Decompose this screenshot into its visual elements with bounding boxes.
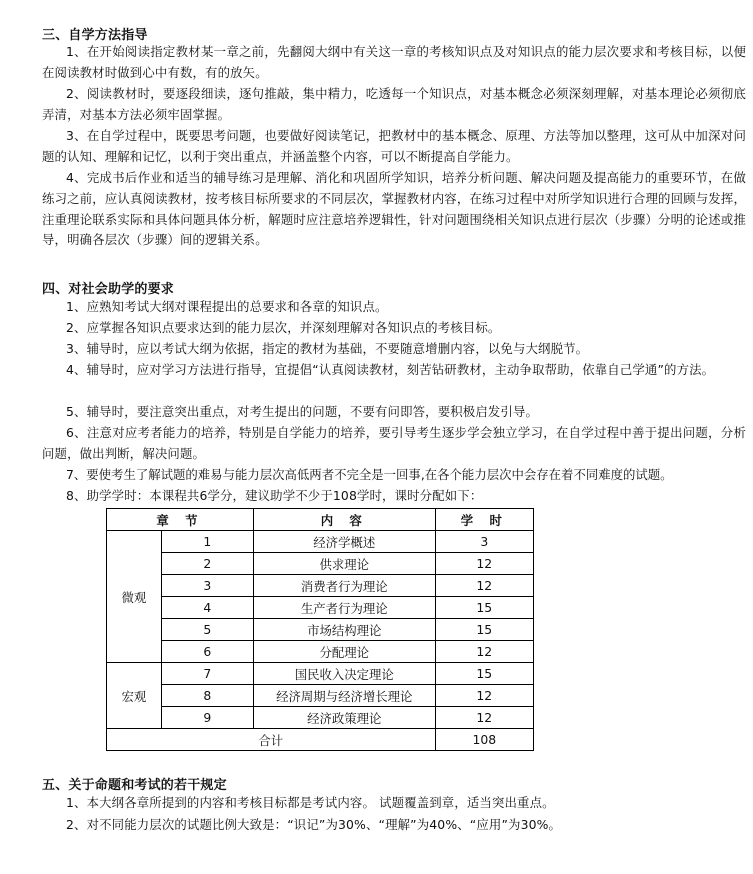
chapter-content: 生产者行为理论 xyxy=(253,597,435,619)
table-row xyxy=(107,641,534,663)
table-header-chapter: 章 节 xyxy=(107,509,254,531)
table-row xyxy=(107,619,534,641)
table-row xyxy=(107,575,534,597)
table-header-row xyxy=(107,509,534,531)
chapter-content: 经济学概述 xyxy=(253,531,435,553)
section-3-heading: 三、自学方法指导 xyxy=(42,28,148,43)
chapter-number: 1 xyxy=(161,531,253,553)
section-4-item-2: 2、应掌握各知识点要求达到的能力层次，并深刻理解对各知识点的考核目标。 xyxy=(66,320,501,335)
table-row xyxy=(107,707,534,729)
table-row xyxy=(107,597,534,619)
chapter-number: 7 xyxy=(161,663,253,685)
chapter-hours: 15 xyxy=(435,663,533,685)
section-5-item-1: 1、本大纲各章所提到的内容和考核目标都是考试内容。 试题覆盖到章，适当突出重点。 xyxy=(66,795,555,810)
chapter-content: 供求理论 xyxy=(253,553,435,575)
chapter-content: 分配理论 xyxy=(253,641,435,663)
chapter-number: 4 xyxy=(161,597,253,619)
chapter-hours: 12 xyxy=(435,575,533,597)
section-4-item-1: 1、应熟知考试大纲对课程提出的总要求和各章的知识点。 xyxy=(66,299,388,314)
table-row xyxy=(107,685,534,707)
chapter-content: 消费者行为理论 xyxy=(253,575,435,597)
chapter-content: 经济政策理论 xyxy=(253,707,435,729)
section-4-heading: 四、对社会助学的要求 xyxy=(42,282,175,297)
section-4-item-4: 4、辅导时，应对学习方法进行指导，宜提倡“认真阅读教材，刻苦钻研教材，主动争取帮助，依靠自己学通”的方法。 xyxy=(66,362,715,377)
section-4-item-6: 6、注意对应考者能力的培养，特别是自学能力的培养，要引导考生逐步学会独立学习，在自学过程中善于提出问题，分析问题，做出判断，解决问题。 xyxy=(42,425,746,461)
section-4-item-5: 5、辅导时，要注意突出重点，对考生提出的问题，不要有问即答，要积极启发引导。 xyxy=(66,404,539,419)
table-header-content: 内 容 xyxy=(253,509,435,531)
table-header-hours: 学 时 xyxy=(435,509,533,531)
table-row xyxy=(107,531,534,553)
section-4-item-8: 8、助学学时：本课程共6学分，建议助学不少于108学时，课时分配如下： xyxy=(66,488,483,503)
table-row xyxy=(107,553,534,575)
section-4-item-3: 3、辅导时，应以考试大纲为依据，指定的教材为基础，不要随意增删内容，以免与大纲脱节。 xyxy=(66,341,589,356)
chapter-hours: 12 xyxy=(435,685,533,707)
chapter-hours: 12 xyxy=(435,641,533,663)
chapter-number: 9 xyxy=(161,707,253,729)
table-row xyxy=(107,663,534,685)
chapter-hours: 12 xyxy=(435,707,533,729)
chapter-number: 2 xyxy=(161,553,253,575)
section-5-item-2: 2、对不同能力层次的试题比例大致是：“识记”为30%、“理解”为40%、“应用”为30%。 xyxy=(66,817,562,832)
chapter-number: 8 xyxy=(161,685,253,707)
chapter-content: 经济周期与经济增长理论 xyxy=(253,685,435,707)
section-3-paragraph-1: 1、在开始阅读指定教材某一章之前，先翻阅大纲中有关这一章的考核知识点及对知识点的能力层次要求和考核目标，以便在阅读教材时做到心中有数，有的放矢。 xyxy=(42,44,746,80)
chapter-hours: 15 xyxy=(435,597,533,619)
chapter-content: 市场结构理论 xyxy=(253,619,435,641)
course-hours-table xyxy=(106,508,534,751)
section-4-item-7: 7、要使考生了解试题的难易与能力层次高低两者不完全是一回事,在各个能力层次中会存在着不同难度的试题。 xyxy=(66,467,673,482)
section-3-paragraph-2: 2、阅读教材时，要逐段细读，逐句推敲，集中精力，吃透每一个知识点，对基本概念必须深刻理解，对基本理论必须彻底弄清，对基本方法必须牢固掌握。 xyxy=(42,86,746,122)
section-3-paragraph-4: 4、完成书后作业和适当的辅导练习是理解、消化和巩固所学知识，培养分析问题、解决问题及提高能力的重要环节，在做练习之前，应认真阅读教材，按考核目标所要求的不同层次，掌握教材内容，在练习过程中对所学知识进行合理的回顾与发挥，注重理论联系实际和具体问题具体分析，解题时应注意培养逻辑性，针对问题围绕相关知识点进行层次（步骤）分明的论述或推导，明确各层次（步骤）间的逻辑关系。 xyxy=(42,170,746,248)
group-label-micro: 微观 xyxy=(107,531,162,663)
total-hours: 108 xyxy=(435,729,533,751)
chapter-number: 5 xyxy=(161,619,253,641)
chapter-hours: 15 xyxy=(435,619,533,641)
section-3-paragraph-3: 3、在自学过程中，既要思考问题，也要做好阅读笔记，把教材中的基本概念、原理、方法等加以整理，这可从中加深对问题的认知、理解和记忆，以利于突出重点，并涵盖整个内容，可以不断提高自学能力。 xyxy=(42,128,746,164)
chapter-number: 6 xyxy=(161,641,253,663)
chapter-content: 国民收入决定理论 xyxy=(253,663,435,685)
group-label-macro: 宏观 xyxy=(107,663,162,729)
chapter-number: 3 xyxy=(161,575,253,597)
table-total-row xyxy=(107,729,534,751)
chapter-hours: 12 xyxy=(435,553,533,575)
total-label: 合计 xyxy=(107,729,436,751)
chapter-hours: 3 xyxy=(435,531,533,553)
section-5-heading: 五、关于命题和考试的若干规定 xyxy=(42,778,227,793)
